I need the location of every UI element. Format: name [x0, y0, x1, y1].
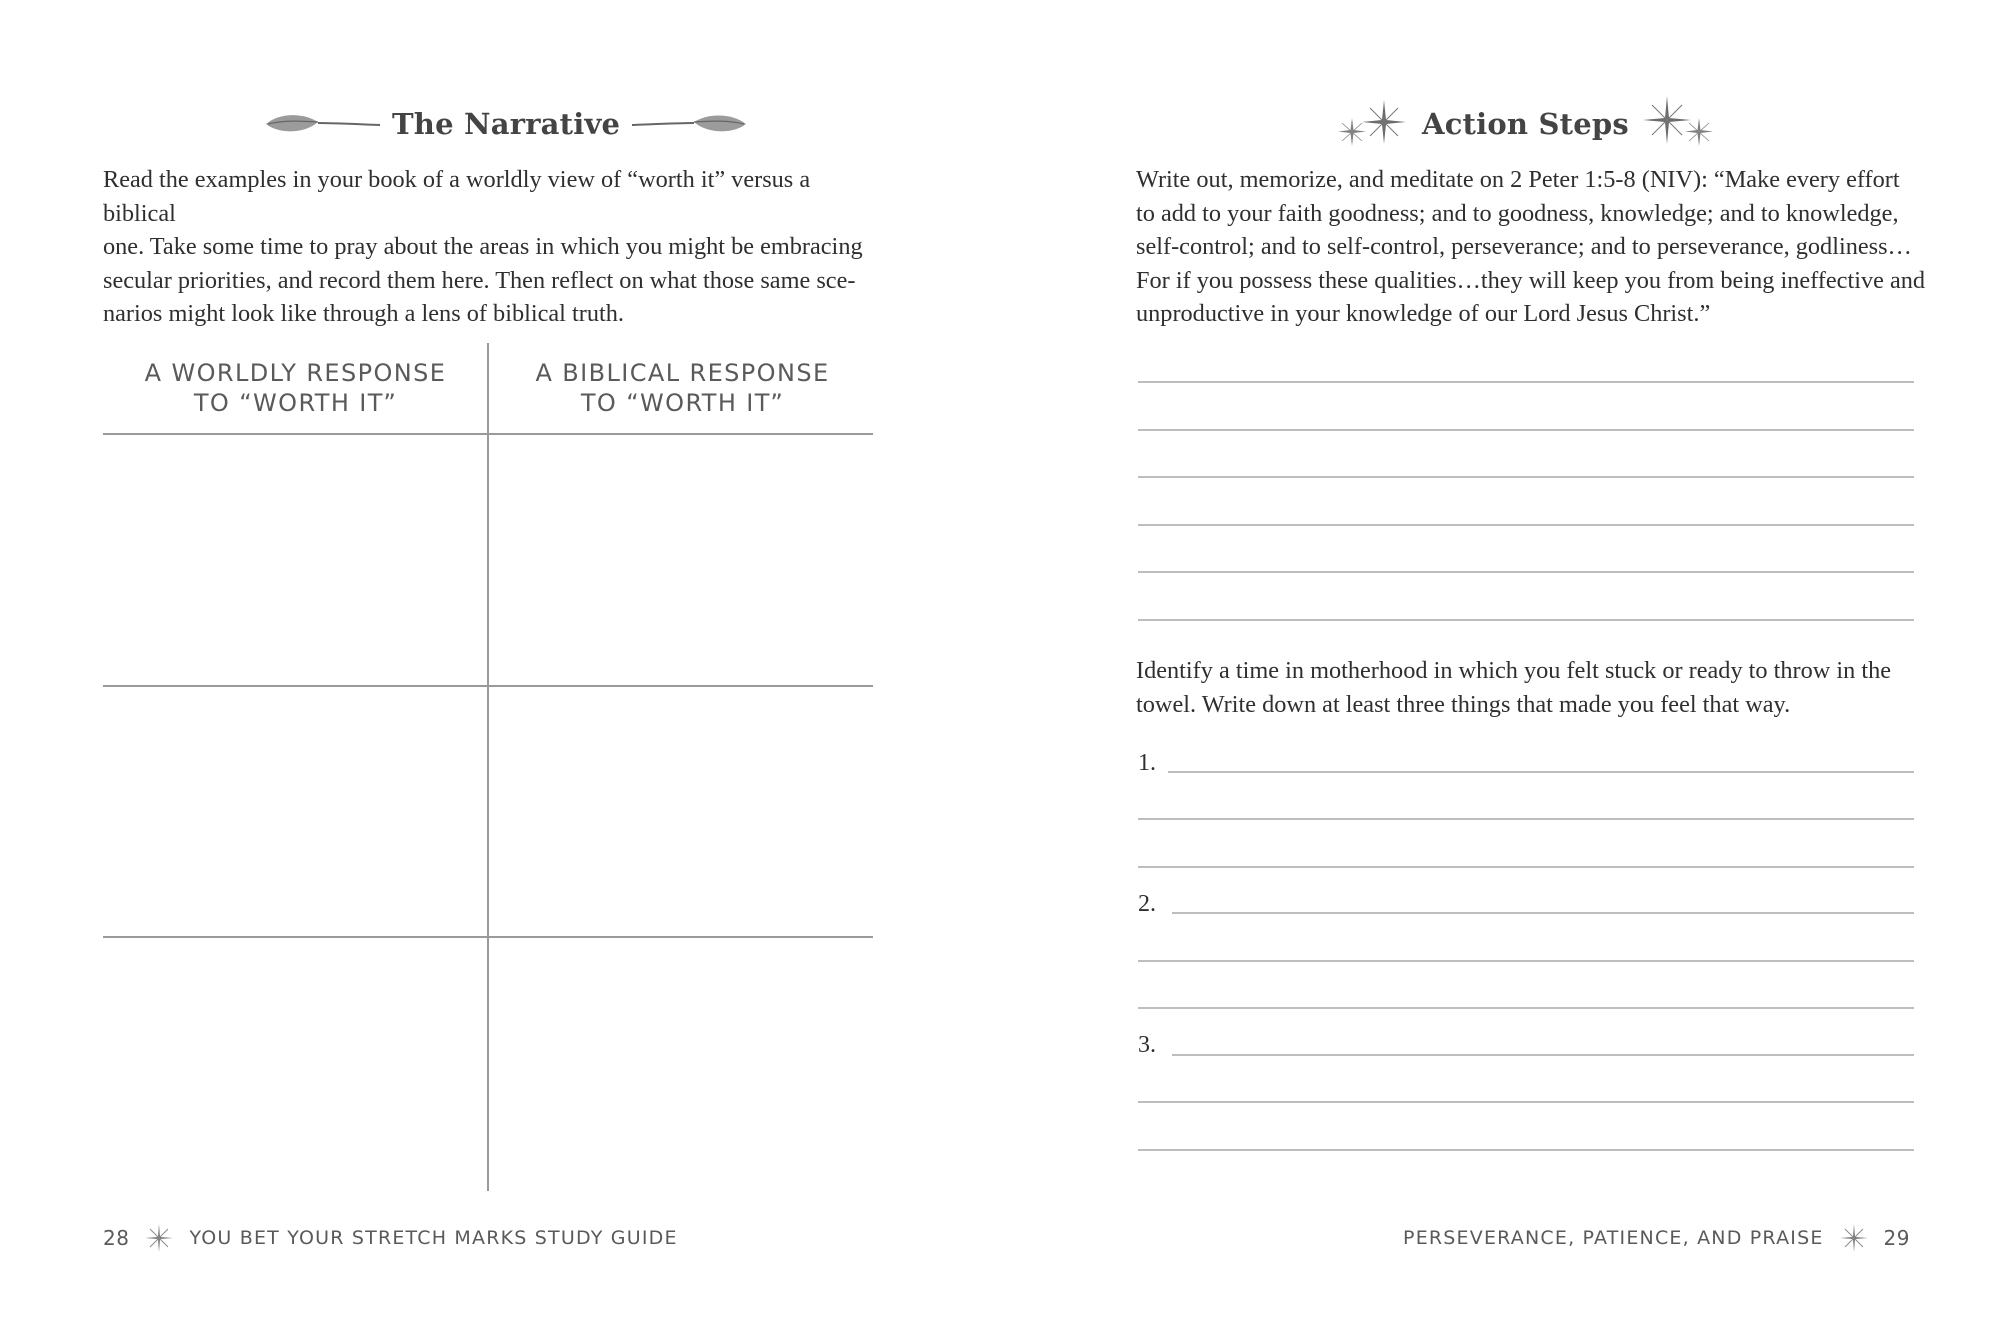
header-line: TO “WORTH IT”: [193, 389, 398, 417]
table-header-rule: [103, 433, 873, 435]
instruction-line: secular priorities, and record them here. Then reflect on what those same sce-: [103, 266, 856, 294]
list-number: 3.: [1138, 1032, 1156, 1058]
scripture-line: unproductive in your knowledge of our Lord Jesus Christ.”: [1136, 300, 1711, 327]
sparkle-left-icon: [1330, 94, 1410, 154]
table-column-divider: [487, 343, 489, 1191]
writing-line[interactable]: [1138, 818, 1914, 820]
list-number: 1.: [1138, 750, 1156, 776]
header-line: TO “WORTH IT”: [580, 389, 785, 417]
header-line: A WORLDLY RESPONSE: [144, 359, 447, 387]
worldly-response-header: [103, 358, 488, 418]
scripture-line: For if you possess these qualities…they will keep you from being ineffective and: [1136, 266, 1926, 294]
header-line: A BIBLICAL RESPONSE: [535, 359, 830, 387]
page-number: 28: [103, 1226, 130, 1250]
scripture-line: self-control; and to self-control, perseverance; and to perseverance, godliness…: [1136, 233, 1912, 260]
writing-line[interactable]: [1138, 960, 1914, 962]
sparkle-right-icon: [1641, 94, 1721, 154]
star-icon: [1838, 1222, 1870, 1254]
writing-line[interactable]: [1172, 1054, 1914, 1056]
leaf-left-icon: [262, 109, 382, 139]
reflection-prompt: [1136, 654, 1926, 721]
narrative-title: The Narrative: [392, 107, 621, 141]
writing-line[interactable]: [1138, 866, 1914, 868]
action-steps-title: Action Steps: [1422, 107, 1629, 141]
page-number: 29: [1883, 1226, 1910, 1250]
prompt-line: towel. Write down at least three things that made you feel that way.: [1136, 690, 1791, 718]
action-steps-heading: [1330, 102, 1721, 146]
instruction-line: Read the examples in your book of a worldly view of “worth it” versus a biblical: [103, 166, 811, 227]
writing-line[interactable]: [1138, 571, 1914, 573]
scripture-line: Write out, memorize, and meditate on 2 Peter 1:5-8 (NIV): “Make every effort: [1136, 166, 1900, 193]
writing-line[interactable]: [1138, 476, 1914, 478]
prompt-line: Identify a time in motherhood in which you felt stuck or ready to throw in the: [1136, 657, 1892, 684]
writing-line[interactable]: [1138, 524, 1914, 526]
biblical-response-header: [490, 358, 875, 418]
right-footer: [1403, 1223, 1910, 1253]
leaf-right-icon: [630, 109, 750, 139]
scripture-line: to add to your faith goodness; and to goodness, knowledge; and to knowledge,: [1136, 199, 1899, 227]
list-number: 2.: [1138, 891, 1156, 917]
instruction-line: narios might look like through a lens of biblical truth.: [103, 300, 624, 327]
chapter-title: PERSEVERANCE, PATIENCE, AND PRAISE: [1403, 1227, 1824, 1249]
instruction-line: one. Take some time to pray about the areas in which you might be embracing: [103, 233, 863, 260]
table-row-rule: [103, 936, 873, 938]
scripture-instruction: [1136, 163, 1926, 331]
narrative-instructions: [103, 163, 883, 331]
writing-line[interactable]: [1138, 1101, 1914, 1103]
writing-line[interactable]: [1172, 912, 1914, 914]
writing-line[interactable]: [1138, 1007, 1914, 1009]
right-page: [1000, 0, 2000, 1333]
writing-line[interactable]: [1168, 771, 1914, 773]
writing-line[interactable]: [1138, 381, 1914, 383]
left-footer: [103, 1223, 678, 1253]
writing-line[interactable]: [1138, 429, 1914, 431]
writing-line[interactable]: [1138, 1149, 1914, 1151]
book-title: YOU BET YOUR STRETCH MARKS STUDY GUIDE: [189, 1227, 678, 1249]
table-row-rule: [103, 685, 873, 687]
star-icon: [143, 1222, 175, 1254]
narrative-heading: [262, 102, 750, 146]
writing-line[interactable]: [1138, 619, 1914, 621]
